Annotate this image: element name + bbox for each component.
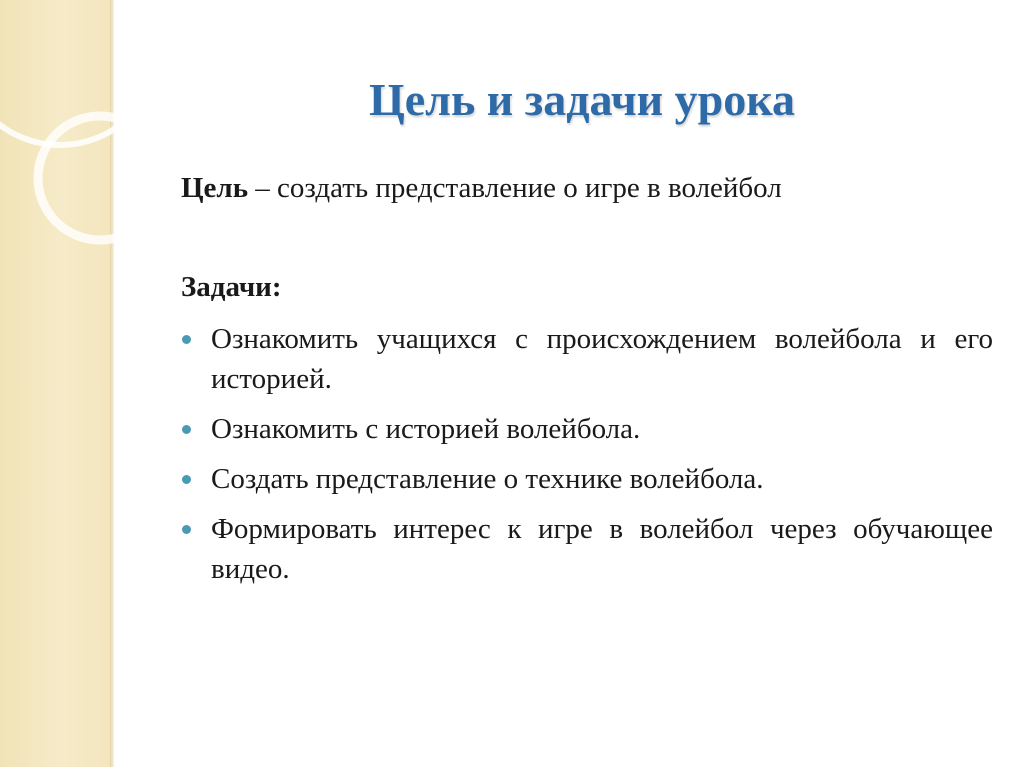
goal-label: Цель: [181, 172, 249, 204]
task-text: Ознакомить учащихся с происхождением волейбола и его историей.: [211, 323, 993, 395]
tasks-list: [181, 319, 993, 599]
task-text: Формировать интерес к игре в волейбол через обучающее видео.: [211, 513, 993, 585]
goal-text: – создать представление о игре в волейбол: [248, 172, 782, 204]
bullet-icon: [182, 525, 191, 534]
task-item: [181, 509, 993, 589]
slide-title: Цель и задачи урока: [368, 74, 796, 125]
bullet-icon: [182, 475, 191, 484]
bullet-icon: [182, 335, 191, 344]
task-text: Ознакомить с историей волейбола.: [211, 413, 641, 445]
task-item: [181, 409, 993, 449]
task-text: Создать представление о технике волейбола.: [211, 463, 764, 495]
task-item: [181, 459, 993, 499]
bullet-icon: [182, 425, 191, 434]
tasks-heading: Задачи:: [181, 271, 282, 303]
goal-line: [181, 168, 1001, 208]
task-item: [181, 319, 993, 399]
decorative-circles-icon: [0, 0, 180, 300]
